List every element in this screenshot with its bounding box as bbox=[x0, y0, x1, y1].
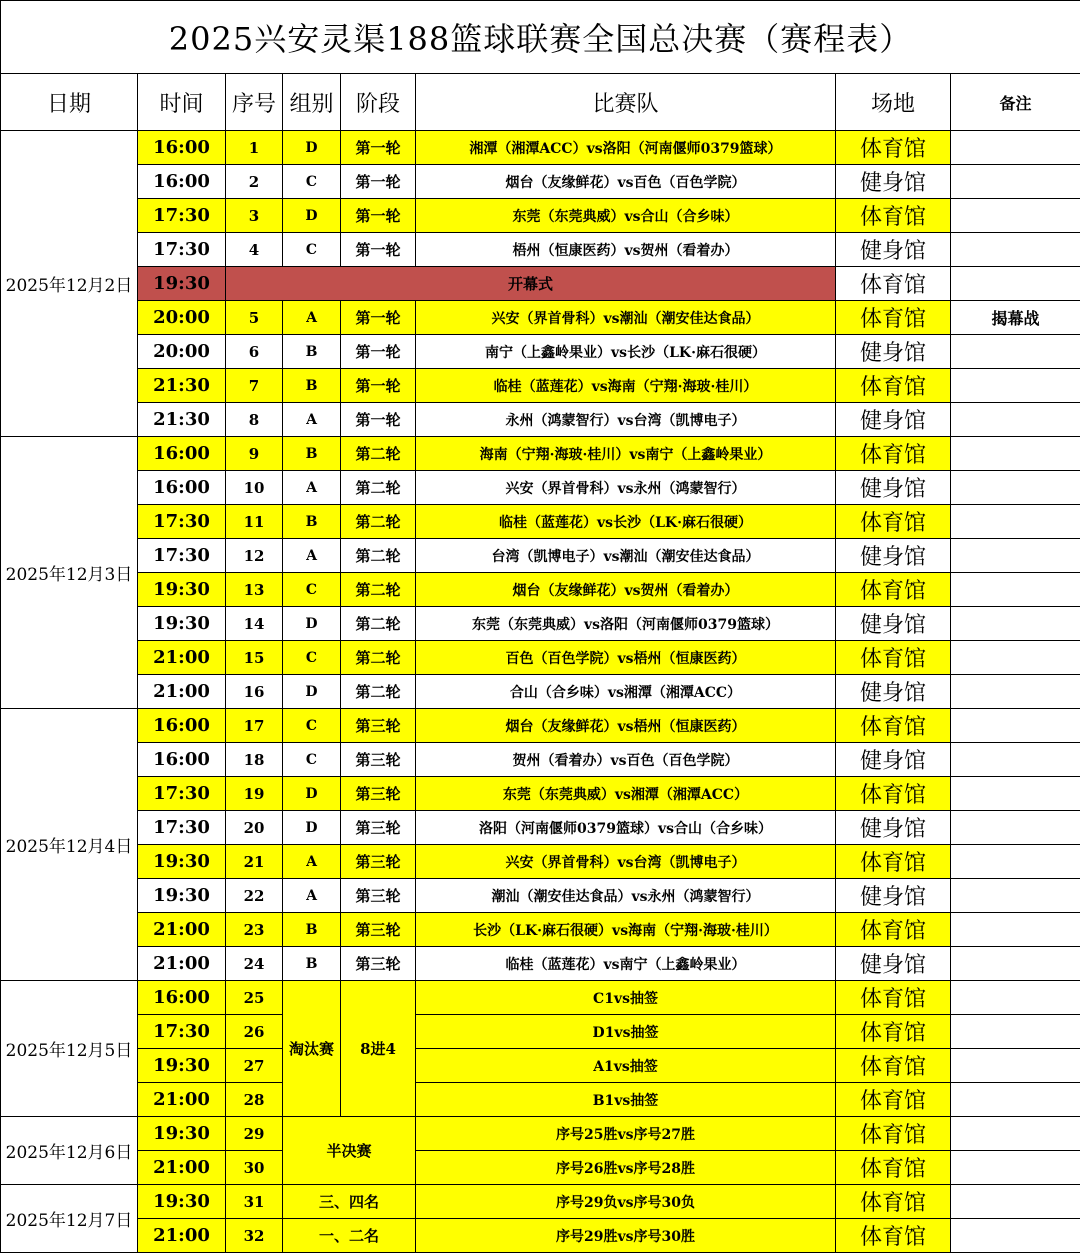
group-cell: A bbox=[283, 539, 341, 573]
note-cell bbox=[951, 1049, 1080, 1083]
time-cell: 17:30 bbox=[138, 811, 226, 845]
venue-cell: 健身馆 bbox=[836, 743, 951, 777]
time-cell: 20:00 bbox=[138, 301, 226, 335]
match-number-cell: 31 bbox=[226, 1185, 283, 1219]
stage-cell: 第一轮 bbox=[341, 301, 416, 335]
group-cell: 淘汰赛 bbox=[283, 981, 341, 1117]
match-number-cell: 17 bbox=[226, 709, 283, 743]
note-cell bbox=[951, 675, 1080, 709]
time-cell: 17:30 bbox=[138, 1015, 226, 1049]
match-number-cell: 26 bbox=[226, 1015, 283, 1049]
time-cell: 19:30 bbox=[138, 1117, 226, 1151]
teams-cell: 兴安（界首骨科）vs永州（鸿蒙智行） bbox=[416, 471, 836, 505]
teams-cell: 永州（鸿蒙智行）vs台湾（凯博电子） bbox=[416, 403, 836, 437]
match-number-cell: 15 bbox=[226, 641, 283, 675]
match-number-cell: 16 bbox=[226, 675, 283, 709]
match-number-cell: 1 bbox=[226, 131, 283, 165]
match-number-cell: 7 bbox=[226, 369, 283, 403]
table-row bbox=[1, 1219, 1080, 1253]
time-cell: 21:00 bbox=[138, 641, 226, 675]
table-row bbox=[1, 1117, 1080, 1151]
note-cell: 揭幕战 bbox=[951, 301, 1080, 335]
teams-cell: D1vs抽签 bbox=[416, 1015, 836, 1049]
table-row bbox=[1, 199, 1080, 233]
venue-cell: 健身馆 bbox=[836, 607, 951, 641]
note-cell bbox=[951, 1185, 1080, 1219]
schedule-body bbox=[1, 131, 1080, 1253]
header-note: 备注 bbox=[951, 74, 1080, 131]
match-number-cell: 29 bbox=[226, 1117, 283, 1151]
time-cell: 17:30 bbox=[138, 539, 226, 573]
venue-cell: 体育馆 bbox=[836, 505, 951, 539]
stage-cell: 第三轮 bbox=[341, 811, 416, 845]
note-cell bbox=[951, 947, 1080, 981]
venue-cell: 体育馆 bbox=[836, 573, 951, 607]
venue-cell: 体育馆 bbox=[836, 1083, 951, 1117]
stage-cell: 第二轮 bbox=[341, 437, 416, 471]
stage-cell: 第二轮 bbox=[341, 675, 416, 709]
time-cell: 19:30 bbox=[138, 267, 226, 301]
venue-cell: 体育馆 bbox=[836, 981, 951, 1015]
match-number-cell: 21 bbox=[226, 845, 283, 879]
note-cell bbox=[951, 1219, 1080, 1253]
teams-cell: 长沙（LK·麻石很硬）vs海南（宁翔·海玻·桂川） bbox=[416, 913, 836, 947]
time-cell: 17:30 bbox=[138, 777, 226, 811]
match-number-cell: 10 bbox=[226, 471, 283, 505]
table-row bbox=[1, 1083, 1080, 1117]
match-number-cell: 3 bbox=[226, 199, 283, 233]
table-row bbox=[1, 505, 1080, 539]
venue-cell: 体育馆 bbox=[836, 709, 951, 743]
table-row bbox=[1, 777, 1080, 811]
venue-cell: 体育馆 bbox=[836, 301, 951, 335]
date-cell: 2025年12月7日 bbox=[1, 1185, 138, 1253]
teams-cell: 序号26胜vs序号28胜 bbox=[416, 1151, 836, 1185]
venue-cell: 体育馆 bbox=[836, 777, 951, 811]
table-row bbox=[1, 369, 1080, 403]
table-row bbox=[1, 879, 1080, 913]
teams-cell: 东莞（东莞典威）vs合山（合乡味） bbox=[416, 199, 836, 233]
match-number-cell: 4 bbox=[226, 233, 283, 267]
venue-cell: 体育馆 bbox=[836, 267, 951, 301]
venue-cell: 健身馆 bbox=[836, 879, 951, 913]
group-cell: B bbox=[283, 505, 341, 539]
venue-cell: 健身馆 bbox=[836, 539, 951, 573]
note-cell bbox=[951, 403, 1080, 437]
teams-cell: A1vs抽签 bbox=[416, 1049, 836, 1083]
teams-cell: 序号29胜vs序号30胜 bbox=[416, 1219, 836, 1253]
group-cell: B bbox=[283, 437, 341, 471]
match-number-cell: 24 bbox=[226, 947, 283, 981]
time-cell: 19:30 bbox=[138, 1049, 226, 1083]
match-number-cell: 14 bbox=[226, 607, 283, 641]
time-cell: 19:30 bbox=[138, 573, 226, 607]
time-cell: 21:30 bbox=[138, 369, 226, 403]
time-cell: 19:30 bbox=[138, 845, 226, 879]
time-cell: 21:00 bbox=[138, 1083, 226, 1117]
group-cell: C bbox=[283, 233, 341, 267]
match-number-cell: 30 bbox=[226, 1151, 283, 1185]
stage-cell: 第三轮 bbox=[341, 913, 416, 947]
match-number-cell: 32 bbox=[226, 1219, 283, 1253]
match-number-cell: 22 bbox=[226, 879, 283, 913]
note-cell bbox=[951, 1083, 1080, 1117]
group-cell: C bbox=[283, 573, 341, 607]
group-cell: B bbox=[283, 335, 341, 369]
header-date: 日期 bbox=[1, 74, 138, 131]
teams-cell: 序号25胜vs序号27胜 bbox=[416, 1117, 836, 1151]
group-cell: D bbox=[283, 811, 341, 845]
venue-cell: 体育馆 bbox=[836, 1117, 951, 1151]
group-cell: A bbox=[283, 845, 341, 879]
note-cell bbox=[951, 777, 1080, 811]
date-cell: 2025年12月2日 bbox=[1, 131, 138, 437]
stage-cell: 第三轮 bbox=[341, 879, 416, 913]
time-cell: 17:30 bbox=[138, 199, 226, 233]
teams-cell: 百色（百色学院）vs梧州（恒康医药） bbox=[416, 641, 836, 675]
table-row bbox=[1, 335, 1080, 369]
venue-cell: 体育馆 bbox=[836, 1151, 951, 1185]
group-cell: C bbox=[283, 165, 341, 199]
note-cell bbox=[951, 573, 1080, 607]
stage-cell: 第一轮 bbox=[341, 403, 416, 437]
note-cell bbox=[951, 539, 1080, 573]
teams-cell: 合山（合乡味）vs湘潭（湘潭ACC） bbox=[416, 675, 836, 709]
date-cell: 2025年12月6日 bbox=[1, 1117, 138, 1185]
stage-cell: 一、二名 bbox=[283, 1219, 416, 1253]
stage-cell: 第二轮 bbox=[341, 539, 416, 573]
match-number-cell: 9 bbox=[226, 437, 283, 471]
time-cell: 17:30 bbox=[138, 233, 226, 267]
venue-cell: 体育馆 bbox=[836, 437, 951, 471]
time-cell: 21:00 bbox=[138, 1219, 226, 1253]
teams-cell: 潮汕（潮安佳达食品）vs永州（鸿蒙智行） bbox=[416, 879, 836, 913]
stage-cell: 第一轮 bbox=[341, 369, 416, 403]
table-row bbox=[1, 1151, 1080, 1185]
time-cell: 17:30 bbox=[138, 505, 226, 539]
page-title: 2025兴安灵渠188篮球联赛全国总决赛（赛程表） bbox=[1, 1, 1080, 74]
venue-cell: 健身馆 bbox=[836, 233, 951, 267]
table-row bbox=[1, 811, 1080, 845]
venue-cell: 体育馆 bbox=[836, 641, 951, 675]
match-number-cell: 2 bbox=[226, 165, 283, 199]
header-time: 时间 bbox=[138, 74, 226, 131]
teams-cell: B1vs抽签 bbox=[416, 1083, 836, 1117]
match-number-cell: 20 bbox=[226, 811, 283, 845]
teams-cell: C1vs抽签 bbox=[416, 981, 836, 1015]
table-row bbox=[1, 675, 1080, 709]
time-cell: 19:30 bbox=[138, 1185, 226, 1219]
note-cell bbox=[951, 743, 1080, 777]
stage-cell: 第三轮 bbox=[341, 743, 416, 777]
ceremony-cell: 开幕式 bbox=[226, 267, 836, 301]
teams-cell: 洛阳（河南偃师0379篮球）vs合山（合乡味） bbox=[416, 811, 836, 845]
venue-cell: 体育馆 bbox=[836, 131, 951, 165]
teams-cell: 台湾（凯博电子）vs潮汕（潮安佳达食品） bbox=[416, 539, 836, 573]
group-cell: C bbox=[283, 709, 341, 743]
teams-cell: 烟台（友缘鲜花）vs贺州（看着办） bbox=[416, 573, 836, 607]
teams-cell: 梧州（恒康医药）vs贺州（看着办） bbox=[416, 233, 836, 267]
table-row bbox=[1, 233, 1080, 267]
venue-cell: 体育馆 bbox=[836, 1015, 951, 1049]
venue-cell: 体育馆 bbox=[836, 1049, 951, 1083]
stage-cell: 半决赛 bbox=[283, 1117, 416, 1185]
teams-cell: 临桂（蓝莲花）vs长沙（LK·麻石很硬） bbox=[416, 505, 836, 539]
stage-cell: 第一轮 bbox=[341, 165, 416, 199]
header-stage: 阶段 bbox=[341, 74, 416, 131]
note-cell bbox=[951, 165, 1080, 199]
teams-cell: 烟台（友缘鲜花）vs百色（百色学院） bbox=[416, 165, 836, 199]
note-cell bbox=[951, 607, 1080, 641]
group-cell: B bbox=[283, 947, 341, 981]
time-cell: 20:00 bbox=[138, 335, 226, 369]
venue-cell: 体育馆 bbox=[836, 369, 951, 403]
time-cell: 19:30 bbox=[138, 607, 226, 641]
match-number-cell: 12 bbox=[226, 539, 283, 573]
group-cell: D bbox=[283, 199, 341, 233]
note-cell bbox=[951, 505, 1080, 539]
note-cell bbox=[951, 879, 1080, 913]
table-row bbox=[1, 131, 1080, 165]
match-number-cell: 27 bbox=[226, 1049, 283, 1083]
venue-cell: 健身馆 bbox=[836, 471, 951, 505]
venue-cell: 健身馆 bbox=[836, 947, 951, 981]
time-cell: 16:00 bbox=[138, 165, 226, 199]
note-cell bbox=[951, 199, 1080, 233]
teams-cell: 南宁（上鑫岭果业）vs长沙（LK·麻石很硬） bbox=[416, 335, 836, 369]
table-row bbox=[1, 913, 1080, 947]
time-cell: 21:00 bbox=[138, 947, 226, 981]
venue-cell: 健身馆 bbox=[836, 335, 951, 369]
time-cell: 19:30 bbox=[138, 879, 226, 913]
time-cell: 21:00 bbox=[138, 675, 226, 709]
time-cell: 21:30 bbox=[138, 403, 226, 437]
stage-cell: 第一轮 bbox=[341, 199, 416, 233]
header-group: 组别 bbox=[283, 74, 341, 131]
teams-cell: 烟台（友缘鲜花）vs梧州（恒康医药） bbox=[416, 709, 836, 743]
match-number-cell: 8 bbox=[226, 403, 283, 437]
table-row bbox=[1, 641, 1080, 675]
note-cell bbox=[951, 369, 1080, 403]
teams-cell: 湘潭（湘潭ACC）vs洛阳（河南偃师0379篮球） bbox=[416, 131, 836, 165]
match-number-cell: 25 bbox=[226, 981, 283, 1015]
group-cell: A bbox=[283, 879, 341, 913]
time-cell: 16:00 bbox=[138, 437, 226, 471]
teams-cell: 兴安（界首骨科）vs潮汕（潮安佳达食品） bbox=[416, 301, 836, 335]
time-cell: 16:00 bbox=[138, 743, 226, 777]
note-cell bbox=[951, 233, 1080, 267]
stage-cell: 第二轮 bbox=[341, 573, 416, 607]
time-cell: 16:00 bbox=[138, 981, 226, 1015]
teams-cell: 临桂（蓝莲花）vs南宁（上鑫岭果业） bbox=[416, 947, 836, 981]
note-cell bbox=[951, 131, 1080, 165]
group-cell: B bbox=[283, 369, 341, 403]
group-cell: C bbox=[283, 641, 341, 675]
table-row bbox=[1, 267, 1080, 301]
group-cell: D bbox=[283, 607, 341, 641]
group-cell: A bbox=[283, 403, 341, 437]
note-cell bbox=[951, 641, 1080, 675]
teams-cell: 序号29负vs序号30负 bbox=[416, 1185, 836, 1219]
table-row bbox=[1, 1049, 1080, 1083]
table-row bbox=[1, 471, 1080, 505]
venue-cell: 健身馆 bbox=[836, 165, 951, 199]
teams-cell: 临桂（蓝莲花）vs海南（宁翔·海玻·桂川） bbox=[416, 369, 836, 403]
date-cell: 2025年12月3日 bbox=[1, 437, 138, 709]
match-number-cell: 6 bbox=[226, 335, 283, 369]
match-number-cell: 19 bbox=[226, 777, 283, 811]
table-row bbox=[1, 539, 1080, 573]
header-num: 序号 bbox=[226, 74, 283, 131]
time-cell: 16:00 bbox=[138, 131, 226, 165]
note-cell bbox=[951, 811, 1080, 845]
note-cell bbox=[951, 709, 1080, 743]
venue-cell: 体育馆 bbox=[836, 199, 951, 233]
teams-cell: 东莞（东莞典威）vs洛阳（河南偃师0379篮球） bbox=[416, 607, 836, 641]
venue-cell: 健身馆 bbox=[836, 675, 951, 709]
group-cell: A bbox=[283, 471, 341, 505]
group-cell: A bbox=[283, 301, 341, 335]
stage-cell: 第三轮 bbox=[341, 709, 416, 743]
group-cell: C bbox=[283, 743, 341, 777]
stage-cell: 第二轮 bbox=[341, 641, 416, 675]
stage-cell: 第三轮 bbox=[341, 777, 416, 811]
teams-cell: 海南（宁翔·海玻·桂川）vs南宁（上鑫岭果业） bbox=[416, 437, 836, 471]
venue-cell: 健身馆 bbox=[836, 403, 951, 437]
date-cell: 2025年12月4日 bbox=[1, 709, 138, 981]
table-row bbox=[1, 573, 1080, 607]
table-row bbox=[1, 947, 1080, 981]
stage-cell: 第二轮 bbox=[341, 471, 416, 505]
venue-cell: 体育馆 bbox=[836, 913, 951, 947]
note-cell bbox=[951, 845, 1080, 879]
stage-cell: 第一轮 bbox=[341, 233, 416, 267]
note-cell bbox=[951, 267, 1080, 301]
group-cell: D bbox=[283, 675, 341, 709]
note-cell bbox=[951, 981, 1080, 1015]
header-teams: 比赛队 bbox=[416, 74, 836, 131]
table-row bbox=[1, 437, 1080, 471]
table-row bbox=[1, 845, 1080, 879]
note-cell bbox=[951, 335, 1080, 369]
table-row bbox=[1, 301, 1080, 335]
time-cell: 21:00 bbox=[138, 913, 226, 947]
stage-cell: 第二轮 bbox=[341, 607, 416, 641]
teams-cell: 兴安（界首骨科）vs台湾（凯博电子） bbox=[416, 845, 836, 879]
note-cell bbox=[951, 437, 1080, 471]
time-cell: 21:00 bbox=[138, 1151, 226, 1185]
teams-cell: 东莞（东莞典威）vs湘潭（湘潭ACC） bbox=[416, 777, 836, 811]
header-venue: 场地 bbox=[836, 74, 951, 131]
stage-cell: 第三轮 bbox=[341, 845, 416, 879]
stage-cell: 第一轮 bbox=[341, 131, 416, 165]
match-number-cell: 28 bbox=[226, 1083, 283, 1117]
table-row bbox=[1, 165, 1080, 199]
match-number-cell: 5 bbox=[226, 301, 283, 335]
match-number-cell: 23 bbox=[226, 913, 283, 947]
date-cell: 2025年12月5日 bbox=[1, 981, 138, 1117]
table-row bbox=[1, 607, 1080, 641]
note-cell bbox=[951, 913, 1080, 947]
time-cell: 16:00 bbox=[138, 709, 226, 743]
stage-cell: 8进4 bbox=[341, 981, 416, 1117]
match-number-cell: 11 bbox=[226, 505, 283, 539]
table-row bbox=[1, 709, 1080, 743]
venue-cell: 体育馆 bbox=[836, 845, 951, 879]
time-cell: 16:00 bbox=[138, 471, 226, 505]
venue-cell: 健身馆 bbox=[836, 811, 951, 845]
match-number-cell: 18 bbox=[226, 743, 283, 777]
stage-cell: 第一轮 bbox=[341, 335, 416, 369]
note-cell bbox=[951, 471, 1080, 505]
note-cell bbox=[951, 1015, 1080, 1049]
table-row bbox=[1, 981, 1080, 1015]
note-cell bbox=[951, 1117, 1080, 1151]
group-cell: D bbox=[283, 777, 341, 811]
note-cell bbox=[951, 1151, 1080, 1185]
table-row bbox=[1, 1015, 1080, 1049]
table-row bbox=[1, 403, 1080, 437]
stage-cell: 第三轮 bbox=[341, 947, 416, 981]
group-cell: B bbox=[283, 913, 341, 947]
match-number-cell: 13 bbox=[226, 573, 283, 607]
table-row bbox=[1, 743, 1080, 777]
venue-cell: 体育馆 bbox=[836, 1185, 951, 1219]
teams-cell: 贺州（看着办）vs百色（百色学院） bbox=[416, 743, 836, 777]
table-row bbox=[1, 1185, 1080, 1219]
group-cell: D bbox=[283, 131, 341, 165]
stage-cell: 第二轮 bbox=[341, 505, 416, 539]
venue-cell: 体育馆 bbox=[836, 1219, 951, 1253]
stage-cell: 三、四名 bbox=[283, 1185, 416, 1219]
